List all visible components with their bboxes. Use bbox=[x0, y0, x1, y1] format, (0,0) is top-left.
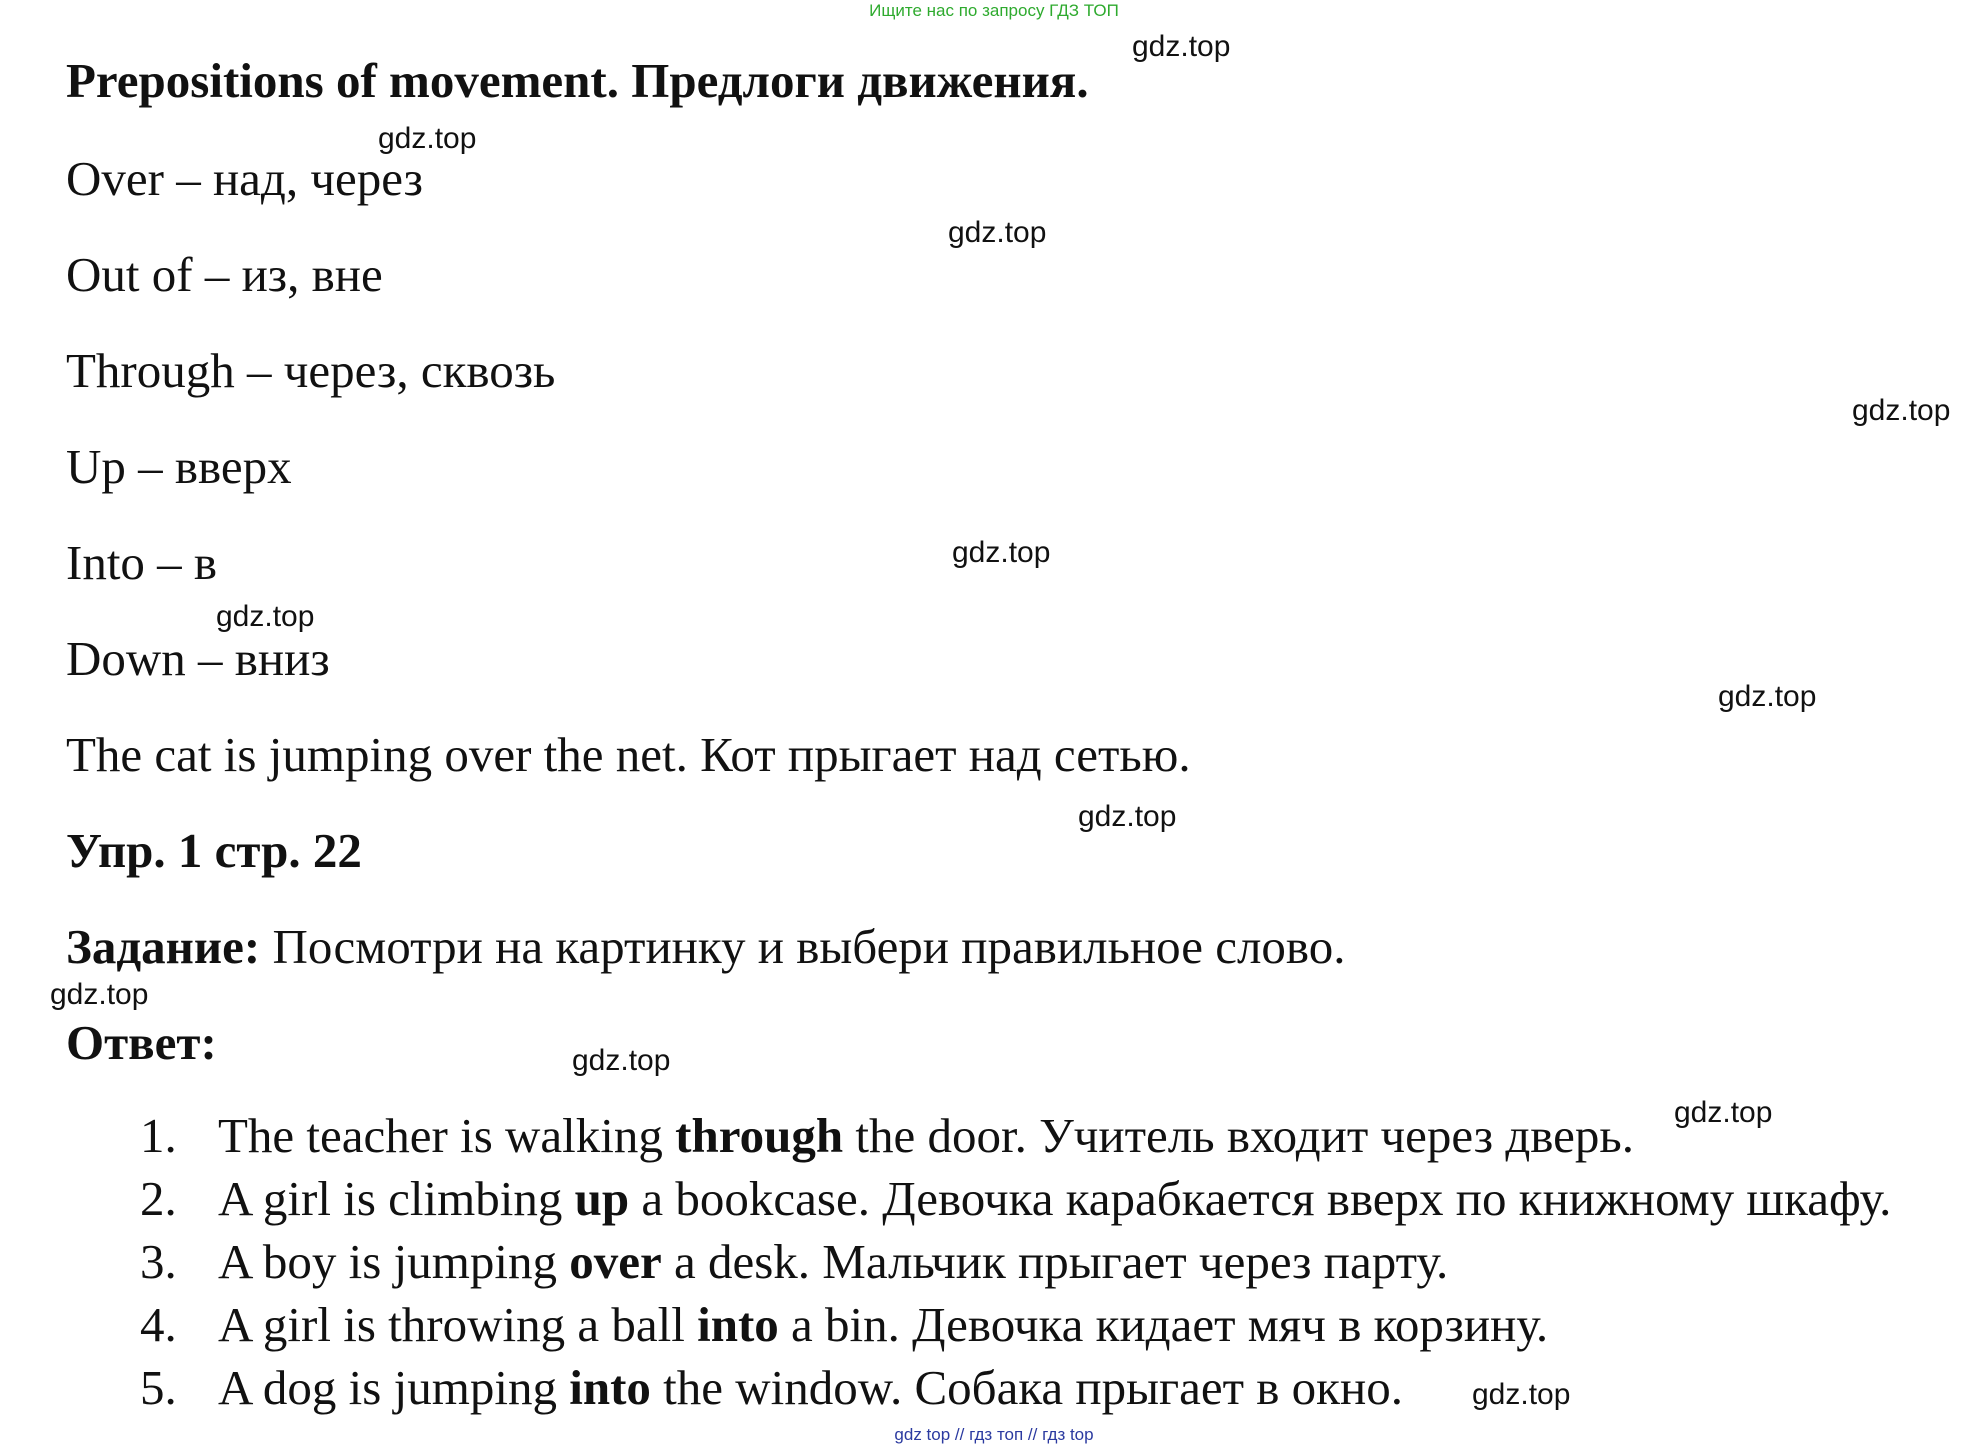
watermark: gdz.top bbox=[1472, 1378, 1571, 1411]
answer-number: 4. bbox=[140, 1297, 177, 1352]
answer-number: 3. bbox=[140, 1234, 177, 1289]
answer-text-after: a bookcase. Девочка карабкается вверх по книжному шкафу. bbox=[629, 1171, 1892, 1226]
watermark: gdz.top bbox=[1078, 800, 1177, 833]
vocab-item-out-of: Out of – из, вне bbox=[66, 247, 383, 302]
footer-links: gdz top // гдз топ // гдз top bbox=[894, 1425, 1094, 1444]
watermark: gdz.top bbox=[572, 1044, 671, 1077]
answer-text-before: A dog is jumping bbox=[218, 1360, 570, 1415]
watermark: gdz.top bbox=[1132, 30, 1231, 63]
vocab-item-over: Over – над, через bbox=[66, 151, 423, 206]
watermark: gdz.top bbox=[948, 216, 1047, 249]
page-title: Prepositions of movement. Предлоги движения. bbox=[66, 53, 1089, 108]
answer-number: 5. bbox=[140, 1360, 177, 1415]
answer-text-after: the door. Учитель входит через дверь. bbox=[843, 1108, 1634, 1163]
answer-number: 2. bbox=[140, 1171, 177, 1226]
answer-item bbox=[140, 1295, 1548, 1355]
task-label: Задание: bbox=[66, 919, 261, 974]
watermark: gdz.top bbox=[216, 600, 315, 633]
watermark: gdz.top bbox=[952, 536, 1051, 569]
vocab-item-through: Through – через, сквозь bbox=[66, 343, 556, 398]
vocab-item-up: Up – вверх bbox=[66, 439, 292, 494]
answer-text-before: The teacher is walking bbox=[218, 1108, 676, 1163]
answer-label: Ответ: bbox=[66, 1015, 217, 1070]
watermark: gdz.top bbox=[50, 978, 149, 1011]
answer-item bbox=[140, 1169, 1891, 1229]
watermark: gdz.top bbox=[1674, 1096, 1773, 1129]
answer-item bbox=[140, 1232, 1448, 1292]
task-line bbox=[66, 918, 1346, 976]
task-text: Посмотри на картинку и выбери правильное слово. bbox=[260, 919, 1346, 974]
answer-number: 1. bbox=[140, 1108, 177, 1163]
answer-preposition: into bbox=[697, 1297, 779, 1352]
exercise-heading: Упр. 1 стр. 22 bbox=[66, 823, 362, 878]
answer-item bbox=[140, 1358, 1403, 1418]
watermark: gdz.top bbox=[1718, 680, 1817, 713]
answer-preposition: over bbox=[569, 1234, 662, 1289]
answer-text-before: A boy is jumping bbox=[218, 1234, 570, 1289]
answer-preposition: through bbox=[675, 1108, 844, 1163]
watermark: gdz.top bbox=[378, 122, 477, 155]
answer-preposition: into bbox=[569, 1360, 651, 1415]
answer-preposition: up bbox=[574, 1171, 630, 1226]
vocab-item-down: Down – вниз bbox=[66, 631, 330, 686]
answer-text-before: A girl is throwing a ball bbox=[218, 1297, 698, 1352]
answer-text-before: A girl is climbing bbox=[218, 1171, 575, 1226]
search-banner: Ищите нас по запросу ГДЗ ТОП bbox=[869, 1, 1119, 20]
answer-text-after: a bin. Девочка кидает мяч в корзину. bbox=[778, 1297, 1549, 1352]
vocab-item-into: Into – в bbox=[66, 535, 218, 590]
example-sentence: The cat is jumping over the net. Кот прыгает над сетью. bbox=[66, 727, 1191, 782]
watermark: gdz.top bbox=[1852, 394, 1951, 427]
answer-text-after: the window. Собака прыгает в окно. bbox=[650, 1360, 1403, 1415]
answer-item bbox=[140, 1106, 1634, 1166]
answer-text-after: a desk. Мальчик прыгает через парту. bbox=[661, 1234, 1449, 1289]
